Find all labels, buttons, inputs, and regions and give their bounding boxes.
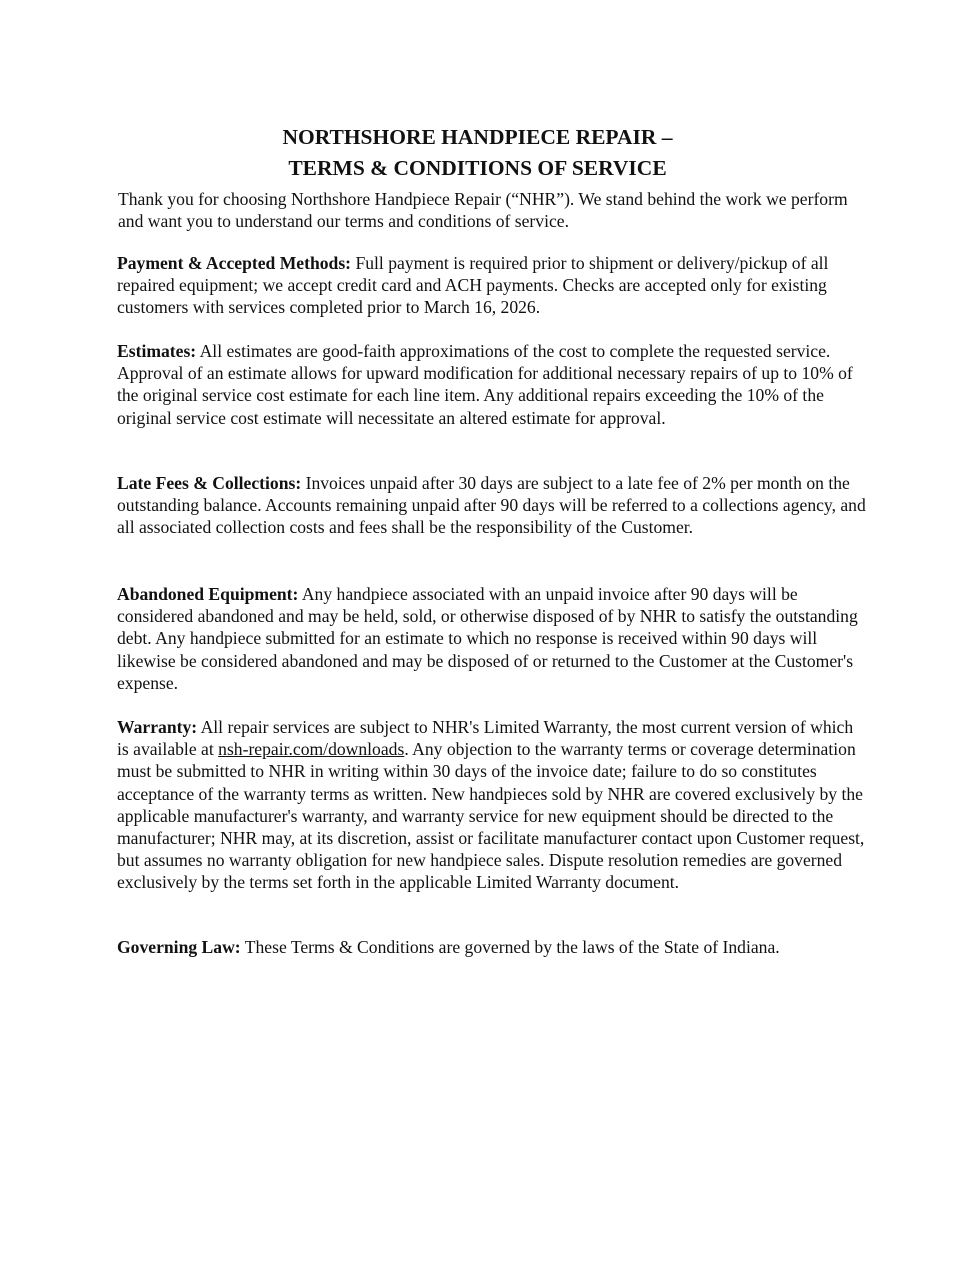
abandoned-equipment-section bbox=[117, 583, 869, 694]
governing-law-heading: Governing Law: bbox=[117, 937, 241, 957]
late-fees-body: Invoices unpaid after 30 days are subject to a late fee of 2% per month on the outstanding balance. Accounts remaining unpaid after 90 days will be referred to a collections agency, and all associated collection costs and fees shall be the responsibility of the Customer. bbox=[117, 473, 866, 538]
late-fees-section bbox=[117, 472, 869, 539]
estimates-section bbox=[117, 340, 869, 429]
governing-law-body: These Terms & Conditions are governed by the laws of the State of Indiana. bbox=[244, 937, 780, 957]
late-fees-heading: Late Fees & Collections: bbox=[117, 473, 302, 493]
payment-section bbox=[117, 252, 869, 319]
estimates-heading: Estimates: bbox=[117, 341, 197, 361]
downloads-link[interactable]: nsh-repair.com/downloads bbox=[218, 739, 405, 760]
title-line-1: NORTHSHORE HANDPIECE REPAIR – bbox=[282, 125, 673, 149]
governing-law-section bbox=[117, 936, 869, 958]
abandoned-equipment-heading: Abandoned Equipment: bbox=[117, 584, 299, 604]
warranty-body-end: . Any objection to the warranty terms or coverage determination must be submitted to NHR in writing within 30 days of the invoice date; failure to do so constitutes acceptance of the warranty terms as written. New handpieces sold by NHR are covered exclusively by the applicable manufacturer's warranty, and warranty service for new equipment should be directed to the manufacturer; NHR may, at its discretion, assist or facilitate manufacturer contact upon Customer request, but assumes no warranty obligation for new handpiece sales. Dispute resolution remedies are governed exclusively by the terms set forth in the applicable Limited Warranty document. bbox=[117, 739, 865, 893]
warranty-section bbox=[117, 716, 869, 894]
title-line-2: TERMS & CONDITIONS OF SERVICE bbox=[288, 156, 667, 180]
warranty-heading: Warranty: bbox=[117, 717, 198, 737]
document-title bbox=[0, 122, 955, 184]
warranty-body-start: All repair services are subject to NHR's Limited Warranty, the most current version of which is available at bbox=[117, 717, 854, 760]
intro-paragraph: Thank you for choosing Northshore Handpiece Repair (“NHR”). We stand behind the work we perform and want you to understand our terms and conditions of service. bbox=[118, 189, 848, 232]
payment-heading: Payment & Accepted Methods: bbox=[117, 253, 352, 273]
estimates-body: All estimates are good-faith approximations of the cost to complete the requested service. Approval of an estimate allows for upward modification for additional necessary repairs of up to 10% of the original service cost estimate for each line item. Any additional repairs exceeding the 10% of the original service cost estimate will necessitate an altered estimate for approval. bbox=[117, 341, 853, 428]
payment-body: Full payment is required prior to shipment or delivery/pickup of all repaired equipment; we accept credit card and ACH payments. Checks are accepted only for existing customers with services completed prior to March 16, 2026. bbox=[117, 253, 829, 318]
abandoned-equipment-body: Any handpiece associated with an unpaid invoice after 90 days will be considered abandoned and may be held, sold, or otherwise disposed of by NHR to satisfy the outstanding debt. Any handpiece submitted for an estimate to which no response is received within 90 days will likewise be considered abandoned and may be disposed of or returned to the Customer at the Customer's expense. bbox=[117, 584, 858, 693]
